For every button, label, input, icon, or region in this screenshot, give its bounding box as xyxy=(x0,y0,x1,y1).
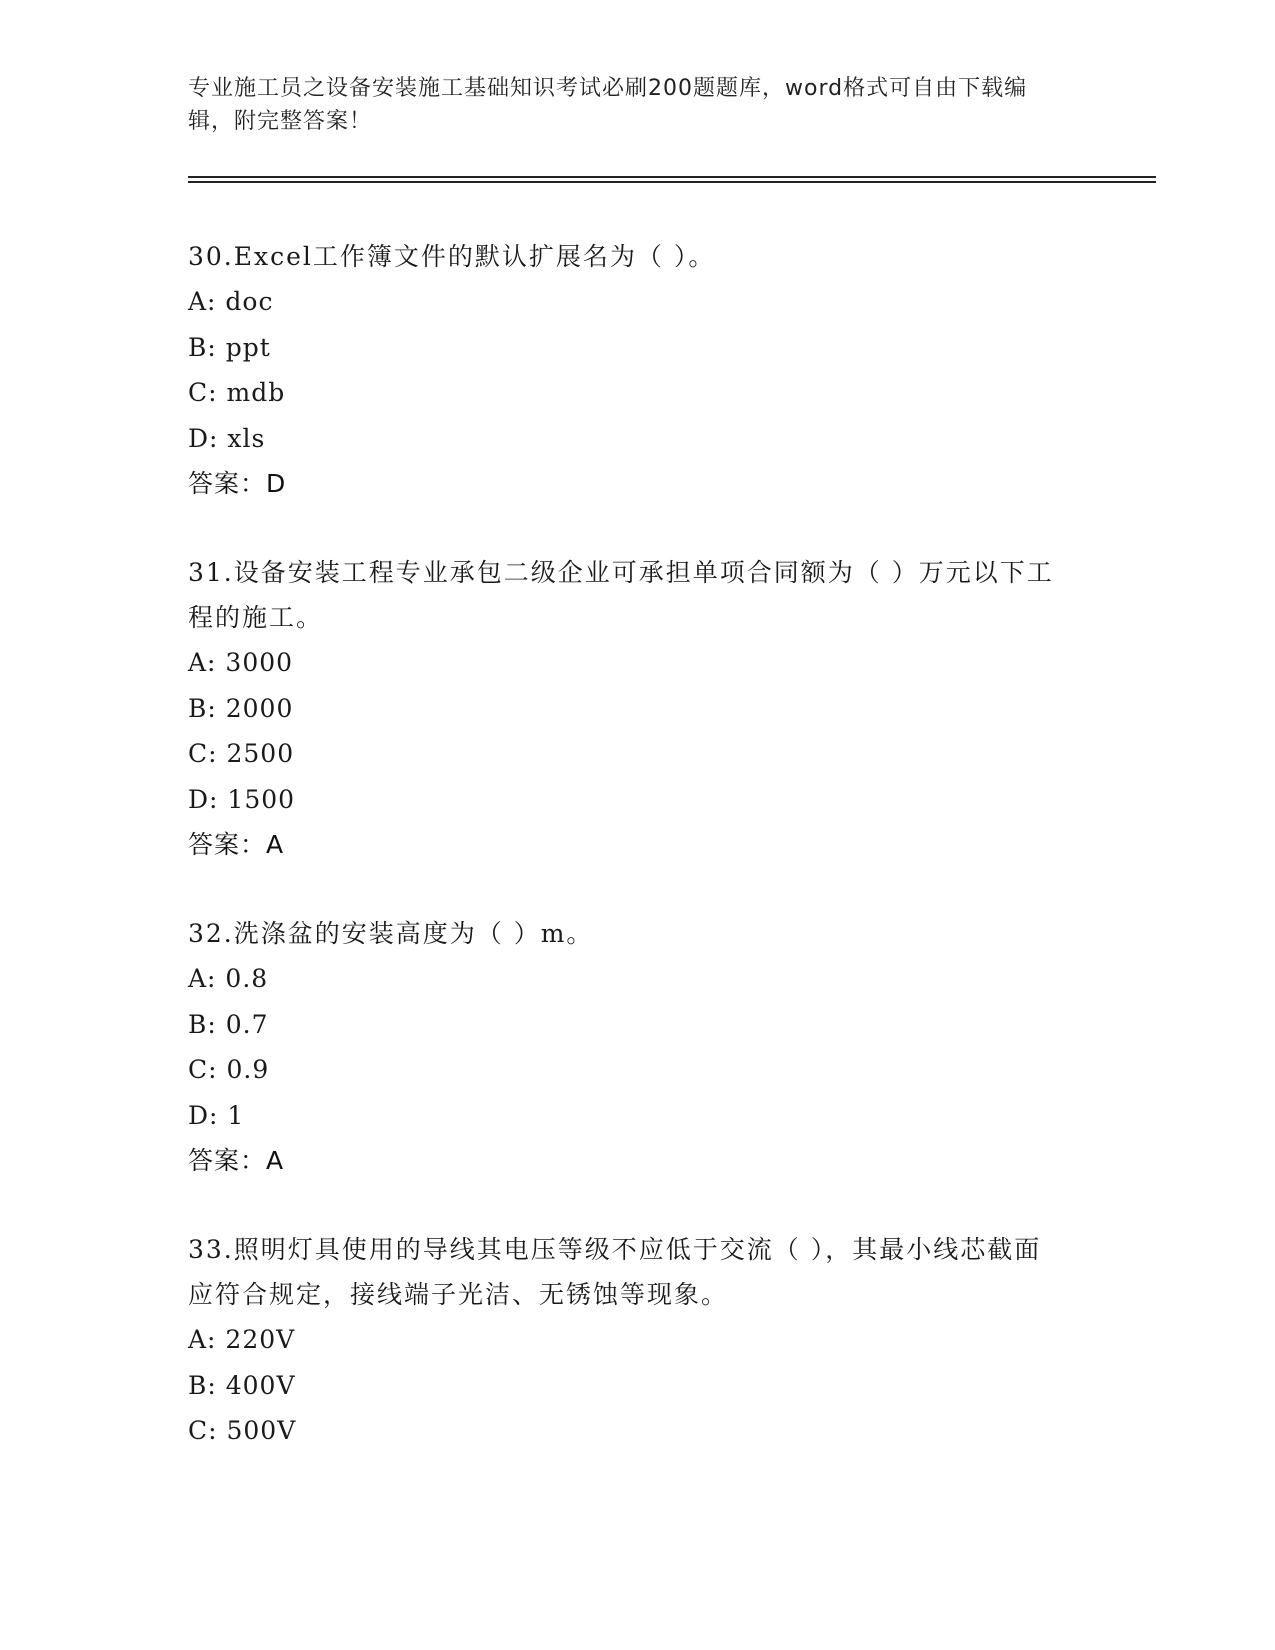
question-31 xyxy=(188,550,1088,867)
answer-line xyxy=(188,1138,1088,1183)
document-header: 专业施工员之设备安装施工基础知识考试必刷200题题库，word格式可自由下载编辑，附完整答案！ xyxy=(188,76,1028,134)
option-c: C: mdb xyxy=(188,378,286,407)
option-a: A: 220V xyxy=(188,1325,296,1354)
option-b: B: ppt xyxy=(188,332,271,362)
option-c: C: 500V xyxy=(188,1416,297,1445)
question-stem: 30.Excel工作簿文件的默认扩展名为（ ）。 xyxy=(188,242,716,271)
question-list xyxy=(188,234,1088,1498)
option-b: B: 400V xyxy=(188,1370,296,1400)
option-a: A: 0.8 xyxy=(188,964,269,993)
answer-line xyxy=(188,461,1088,506)
option-c: C: 2500 xyxy=(188,739,295,768)
question-33 xyxy=(188,1227,1088,1454)
question-30 xyxy=(188,234,1088,506)
header-divider-top xyxy=(188,176,1156,178)
option-d: D: 1500 xyxy=(188,784,296,814)
option-b: B: 0.7 xyxy=(188,1009,269,1039)
question-32 xyxy=(188,911,1088,1183)
question-stem: 33.照明灯具使用的导线其电压等级不应低于交流（ ），其最小线芯截面应符合规定，接线端子光洁、无锈蚀等现象。 xyxy=(188,1235,1042,1309)
option-b: B: 2000 xyxy=(188,693,294,723)
answer-value: A xyxy=(266,1146,285,1175)
answer-label: 答案： xyxy=(188,830,267,859)
option-d: D: 1 xyxy=(188,1100,245,1130)
header-divider-bottom xyxy=(188,181,1156,183)
answer-label: 答案： xyxy=(188,1146,267,1175)
option-a: A: 3000 xyxy=(188,648,294,677)
answer-line xyxy=(188,822,1088,867)
question-stem: 32.洗涤盆的安装高度为（ ）m。 xyxy=(188,919,594,948)
option-d: D: xls xyxy=(188,423,266,453)
answer-value: D xyxy=(266,469,287,498)
question-stem: 31.设备安装工程专业承包二级企业可承担单项合同额为（ ）万元以下工程的施工。 xyxy=(188,558,1054,632)
option-a: A: doc xyxy=(188,287,274,316)
answer-value: A xyxy=(266,830,285,859)
answer-label: 答案： xyxy=(188,469,267,498)
option-c: C: 0.9 xyxy=(188,1055,270,1084)
